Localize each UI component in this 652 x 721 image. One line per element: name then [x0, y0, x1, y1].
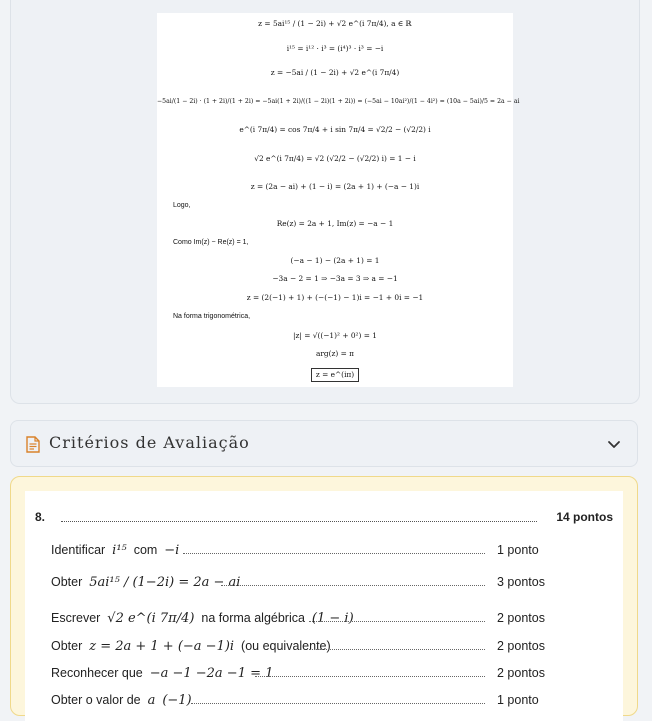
criteria-item-label: Identificar	[51, 543, 106, 557]
solution-line-7: z = (2a − ai) + (1 − i) = (2a + 1) + (−a − 1)i	[250, 182, 420, 191]
solution-image	[157, 13, 520, 387]
criteria-item-label: Obter	[51, 575, 83, 589]
criteria-item-math: z = 2a + 1 + (−a −1)i	[89, 639, 235, 654]
leader-dots	[61, 521, 537, 522]
solution-line-13: arg(z) = π	[315, 349, 355, 358]
criteria-item-math: (1 − i)	[311, 611, 354, 626]
solution-text-trig: Na forma trigonométrica,	[173, 313, 251, 320]
solution-line-4: −5ai/(1 − 2i) · (1 + 2i)/(1 + 2i) = −5ai(1 + 2i)/((1 − 2i)(1 + 2i)) = (−5ai − 10ai²)/(1 − 4i²) = (10a − 5ai)/5 = 2a − ai	[157, 98, 520, 105]
leader-dots	[309, 621, 485, 622]
criteria-item-math: (−1)	[162, 693, 192, 708]
criteria-item-points: 2 pontos	[497, 611, 545, 625]
solution-line-11: z = (2(−1) + 1) + (−(−1) − 1)i = −1 + 0i = −1	[246, 293, 424, 302]
criteria-item-label: Obter	[51, 639, 83, 653]
criteria-item-points: 3 pontos	[497, 575, 545, 589]
question-row	[35, 510, 613, 528]
criteria-item-math: a	[147, 693, 156, 708]
criteria-item-text: (ou equivalente)	[241, 639, 331, 653]
solution-line-1: z = 5ai¹⁵ / (1 − 2i) + √2 e^(i 7π/4), a ∈ ℝ	[258, 19, 412, 28]
leader-dots	[255, 676, 485, 677]
solution-line-5: e^(i 7π/4) = cos 7π/4 + i sin 7π/4 = √2/2 − (√2/2) i	[239, 125, 431, 134]
criteria-item-math: √2 e^(i 7π/4)	[107, 611, 195, 626]
criteria-panel	[10, 476, 638, 716]
leader-dots	[183, 553, 485, 554]
criteria-item-text: na forma algébrica	[201, 611, 305, 625]
solution-line-2: i¹⁵ = i¹² · i³ = (i⁴)³ · i³ = −i	[286, 44, 384, 53]
solution-line-8: Re(z) = 2a + 1, Im(z) = −a − 1	[276, 219, 394, 228]
criteria-accordion-header[interactable]	[10, 420, 638, 467]
criteria-item-math: 5ai¹⁵ / (1−2i) = 2a − ai	[89, 575, 241, 590]
solution-line-10: −3a − 2 = 1 ⇒ −3a = 3 ⇒ a = −1	[272, 274, 398, 283]
criteria-title: Critérios de Avaliação	[49, 433, 250, 452]
question-points: 14 pontos	[556, 510, 613, 524]
solution-line-6: √2 e^(i 7π/4) = √2 (√2/2 − (√2/2) i) = 1 − i	[254, 154, 416, 163]
criteria-item-math: −a −1 −2a −1 = 1	[149, 666, 274, 681]
chevron-down-icon[interactable]	[607, 437, 621, 451]
leader-dots	[221, 585, 485, 586]
solution-line-9: (−a − 1) − (2a + 1) = 1	[290, 256, 380, 265]
criteria-item-points: 2 pontos	[497, 666, 545, 680]
leader-dots	[191, 703, 485, 704]
leader-dots	[309, 649, 485, 650]
question-number: 8.	[35, 510, 46, 524]
criteria-item-points: 1 ponto	[497, 693, 539, 707]
solution-line-12: |z| = √((−1)² + 0²) = 1	[292, 331, 377, 340]
criteria-item-label: Obter o valor de	[51, 693, 141, 707]
criteria-item-math: −i	[164, 543, 180, 558]
solution-line-14	[157, 368, 513, 382]
criteria-item-points: 2 pontos	[497, 639, 545, 653]
solution-line-3: z = −5ai / (1 − 2i) + √2 e^(i 7π/4)	[270, 68, 400, 77]
solution-card	[10, 0, 640, 404]
boxed-answer: z = e^(iπ)	[311, 368, 359, 382]
criteria-item-label: Escrever	[51, 611, 101, 625]
solution-text-logo: Logo,	[173, 202, 191, 209]
criteria-item-label: Reconhecer que	[51, 666, 143, 680]
criteria-item-points: 1 ponto	[497, 543, 539, 557]
solution-text-como: Como Im(z) − Re(z) = 1,	[173, 239, 249, 246]
criteria-item-math: i¹⁵	[112, 543, 127, 558]
document-icon	[26, 436, 40, 453]
criteria-item-text: com	[133, 543, 158, 557]
criteria-content	[25, 491, 623, 721]
